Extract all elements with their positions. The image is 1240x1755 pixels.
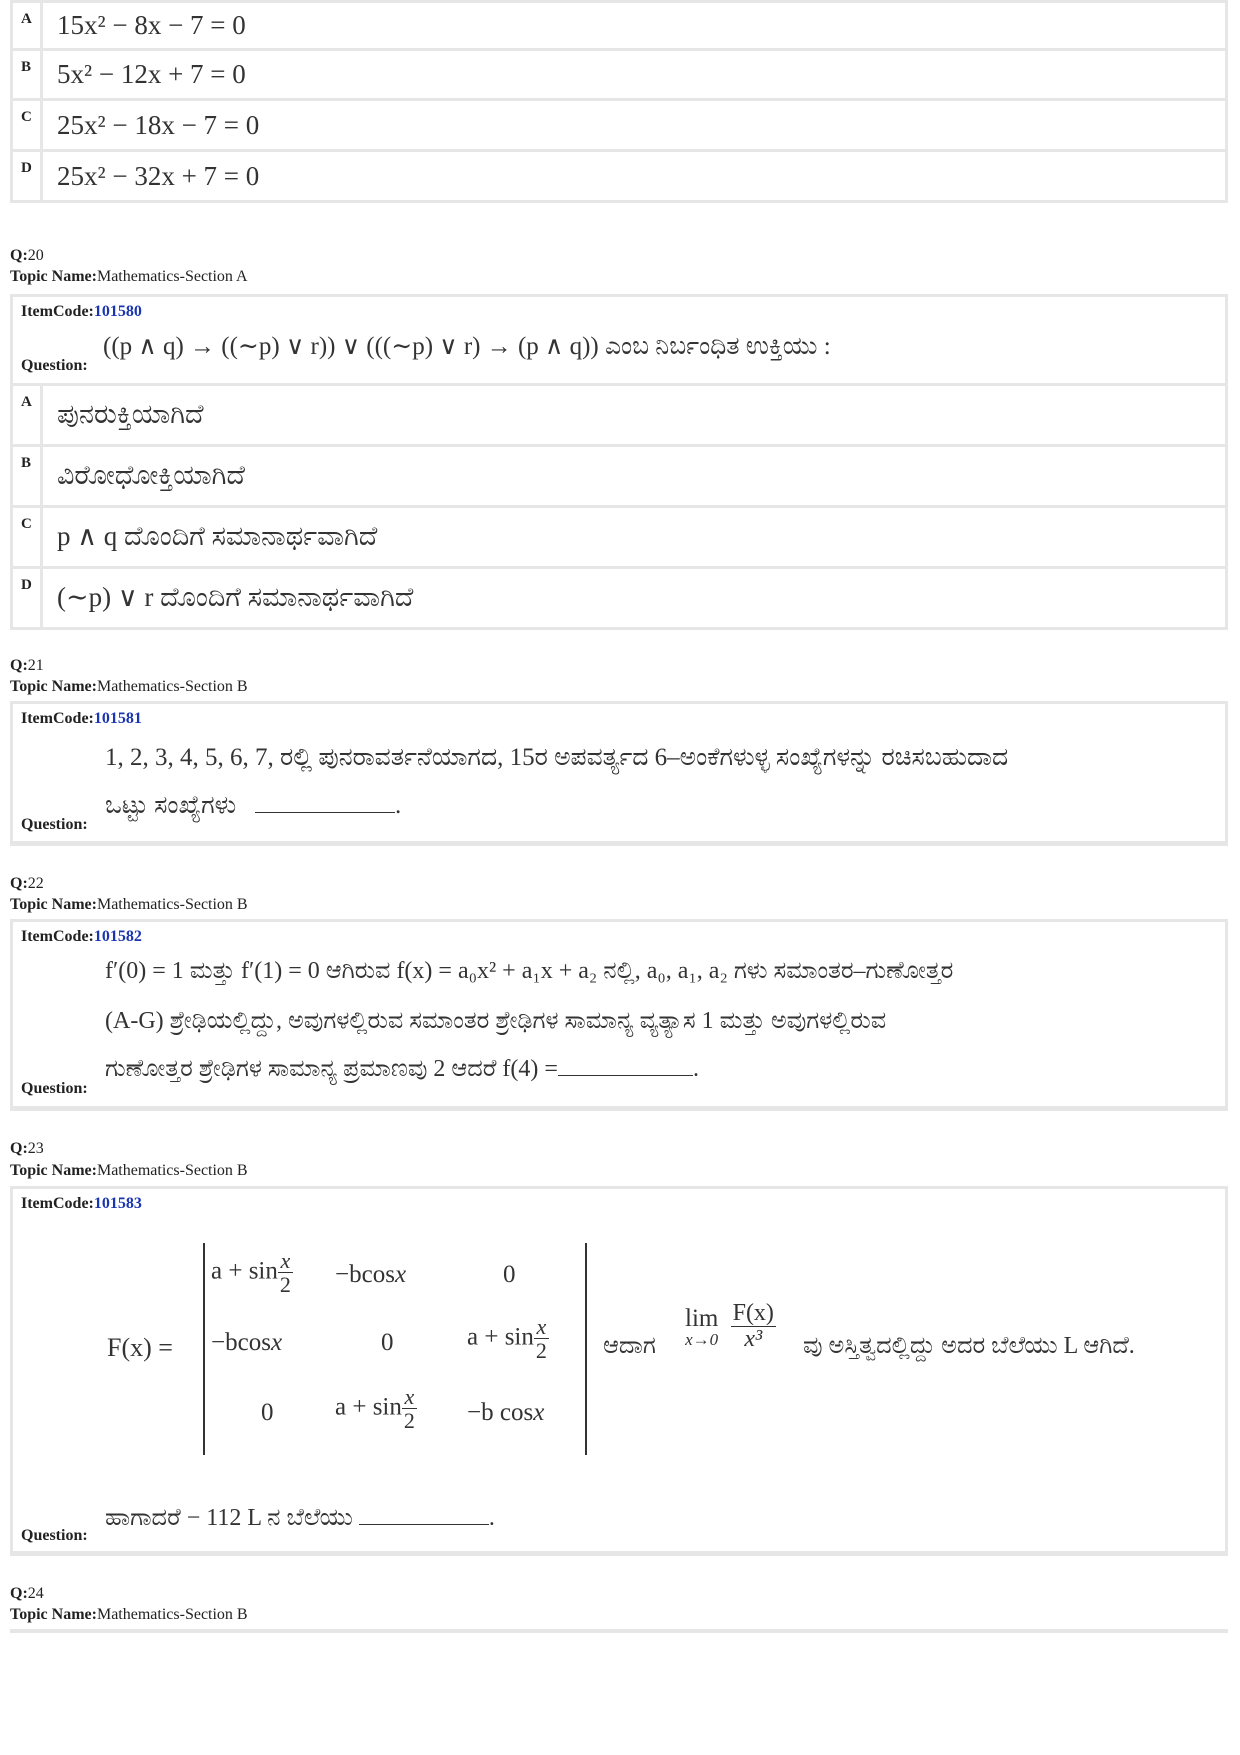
question-number: Q:24 <box>10 1585 44 1602</box>
det-r1c3: 0 <box>503 1261 516 1288</box>
section-divider <box>10 1629 1228 1633</box>
det-r1c1: a + sin $\frac{x}{2}$ <box>211 1248 291 1298</box>
question-text-line-1: 1, 2, 3, 4, 5, 6, 7, ರಲ್ಲಿ ಪುನರಾವರ್ತನೆಯಾಗದ, 15ರ ಅಪವರ್ತ್ಯದ 6–ಅಂಕೆಗಳುಳ್ಳ ಸಂಖ್ಯೆಗಳನ್ನು ರಚಿಸಬಹುದಾದ <box>105 744 1009 771</box>
q20-option-d[interactable] <box>13 569 1225 627</box>
q21-question-box <box>10 701 1228 846</box>
det-r2c1: −bcosx <box>211 1329 283 1356</box>
option-text: (∼p) ∨ r ದೊಂದಿಗೆ ಸಮಾನಾರ್ಥವಾಗಿದೆ <box>57 582 414 612</box>
q22-question-box <box>10 919 1228 1111</box>
option-letter: D <box>13 569 43 627</box>
q19-option-a[interactable] <box>13 3 1225 48</box>
q23-question-box <box>10 1186 1228 1556</box>
option-text: 25x² − 32x + 7 = 0 <box>57 160 260 191</box>
then-text: ಆದಾಗ <box>603 1333 656 1359</box>
option-letter: B <box>13 447 43 505</box>
option-text: ವಿರೋಧೋಕ್ತಿಯಾಗಿದೆ <box>57 460 245 490</box>
item-code: ItemCode:101583 <box>21 1195 142 1212</box>
question-number: Q:21 <box>10 657 44 674</box>
question-number: Q:23 <box>10 1140 44 1157</box>
determinant <box>203 1243 587 1455</box>
topic-name: Topic Name:Mathematics-Section B <box>10 1162 248 1179</box>
question-label: Question: <box>21 357 88 374</box>
q20-question-box <box>10 294 1228 386</box>
answer-blank[interactable] <box>255 811 395 813</box>
question-number: Q:22 <box>10 875 44 892</box>
question-text-line-2: (A-G) ಶ್ರೇಢಿಯಲ್ಲಿದ್ದು, ಅವುಗಳಲ್ಲಿರುವ ಸಮಾಂತರ ಶ್ರೇಢಿಗಳ ಸಾಮಾನ್ಯ ವ್ಯತ್ಯಾಸ 1 ಮತ್ತು ಅವುಗಳಲ್ಲಿರುವ <box>105 1008 887 1034</box>
det-r3c2: a + sin $\frac{x}{2}$ <box>335 1384 415 1434</box>
option-text: 25x² − 18x − 7 = 0 <box>57 109 260 140</box>
item-code: ItemCode:101582 <box>21 928 142 945</box>
option-letter: A <box>13 3 43 48</box>
option-letter: B <box>13 51 43 98</box>
option-text: p ∧ q ದೊಂದಿಗೆ ಸಮಾನಾರ್ಥವಾಗಿದೆ <box>57 521 378 551</box>
q20-option-b[interactable] <box>13 447 1225 505</box>
topic-name: Topic Name:Mathematics-Section B <box>10 896 248 913</box>
option-text: ಪುನರುಕ್ತಿಯಾಗಿದೆ <box>57 399 204 429</box>
topic-name: Topic Name:Mathematics-Section B <box>10 1606 248 1623</box>
det-r1c2: −bcosx <box>335 1261 407 1288</box>
topic-name: Topic Name:Mathematics-Section B <box>10 678 248 695</box>
option-letter: C <box>13 101 43 149</box>
option-letter: C <box>13 508 43 566</box>
q20-option-c[interactable] <box>13 508 1225 566</box>
function-label: F(x) = <box>107 1333 173 1362</box>
det-r2c3: a + sin $\frac{x}{2}$ <box>467 1314 547 1364</box>
answer-blank[interactable] <box>558 1074 693 1076</box>
q19-options-table <box>10 0 1228 203</box>
limit-exists-text: ವು ಅಸ್ತಿತ್ವದಲ್ಲಿದ್ದು ಅದರ ಬೆಲೆಯು L ಆಗಿದೆ. <box>803 1333 1135 1359</box>
q20-option-a[interactable] <box>13 386 1225 444</box>
q19-option-c[interactable] <box>13 101 1225 149</box>
topic-name: Topic Name:Mathematics-Section A <box>10 268 248 285</box>
q19-option-d[interactable] <box>13 152 1225 200</box>
question-final-line: ಹಾಗಾದರೆ − 112 L ನ ಬೆಲೆಯು . <box>105 1505 495 1531</box>
item-code: ItemCode:101580 <box>21 303 142 320</box>
question-number: Q:20 <box>10 247 44 264</box>
q19-option-b[interactable] <box>13 51 1225 98</box>
limit-expression: lim x→0 $\frac{F(x)}{\text{x³}}$ <box>685 1300 774 1353</box>
question-text-line-1: f′(0) = 1 ಮತ್ತು f′(1) = 0 ಆಗಿರುವ f(x) = a₀x² + a₁x + a₂ ನಲ್ಲಿ, a₀, a₁, a₂ ಗಳು ಸಮಾಂತರ–ಗುಣೋತ್ತರ <box>105 958 954 984</box>
question-text-line-2: ಒಟ್ಟು ಸಂಖ್ಯೆಗಳು . <box>105 792 402 819</box>
option-text: 5x² − 12x + 7 = 0 <box>57 59 246 89</box>
question-text: ((p ∧ q) → ((∼p) ∨ r)) ∨ (((∼p) ∨ r) → (p ∧ q)) ಎಂಬ ನಿರ್ಬಂಧಿತ ಉಕ್ತಿಯು : <box>103 333 831 360</box>
det-r3c3: −b cosx <box>467 1399 545 1426</box>
q20-options-table <box>10 383 1228 630</box>
det-r3c1: 0 <box>261 1399 274 1426</box>
question-text-line-3: ಗುಣೋತ್ತರ ಶ್ರೇಢಿಗಳ ಸಾಮಾನ್ಯ ಪ್ರಮಾಣವು 2 ಆದರೆ f(4) = . <box>105 1056 699 1082</box>
item-code: ItemCode:101581 <box>21 710 142 727</box>
option-text: 15x² − 8x − 7 = 0 <box>57 10 246 40</box>
option-letter: D <box>13 152 43 200</box>
question-label: Question: <box>21 1080 88 1097</box>
question-label: Question: <box>21 1527 88 1544</box>
question-label: Question: <box>21 816 88 833</box>
option-letter: A <box>13 386 43 444</box>
det-r2c2: 0 <box>381 1329 394 1356</box>
answer-blank[interactable] <box>359 1523 489 1525</box>
